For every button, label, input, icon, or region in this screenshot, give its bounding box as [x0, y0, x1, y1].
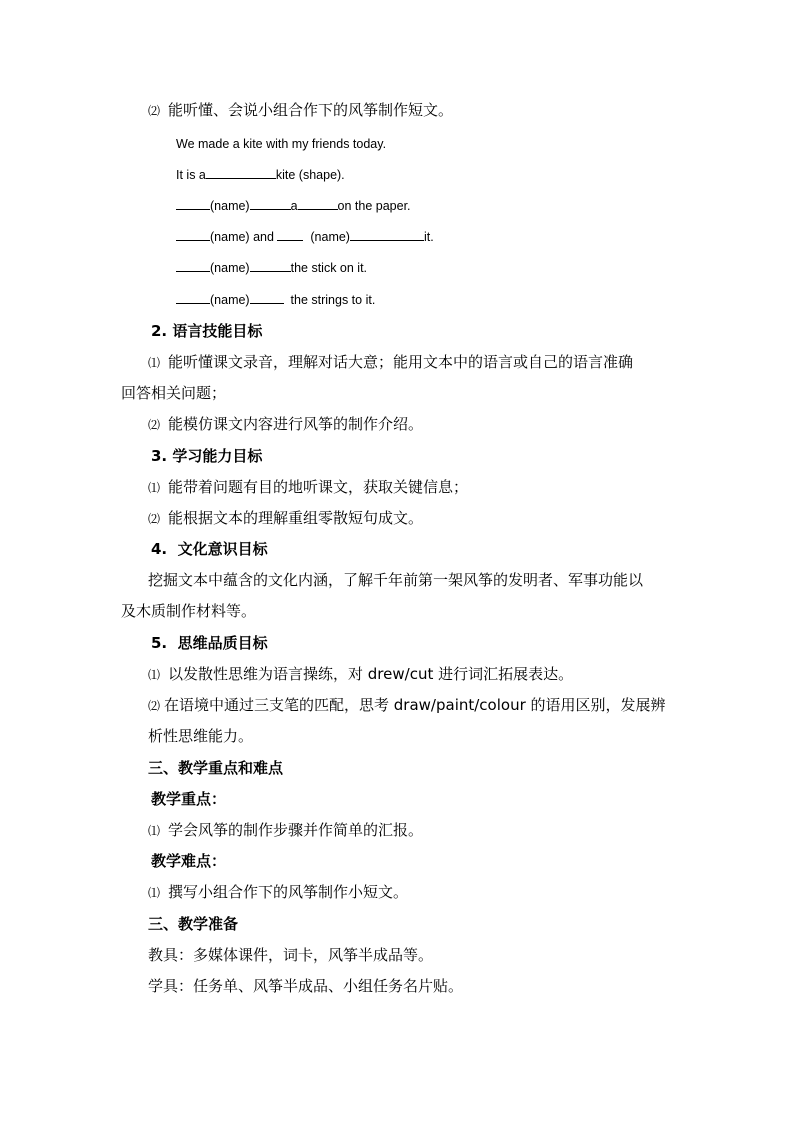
fill-blank	[176, 258, 210, 272]
objective-item	[148, 414, 423, 435]
objective-item	[148, 477, 468, 498]
sample-text: the stick on it.	[290, 261, 368, 275]
objective-item	[148, 508, 423, 529]
objective-item	[148, 664, 573, 685]
fill-blank	[176, 196, 210, 210]
item-text: 能听懂、会说小组合作下的风筝制作短文。	[168, 101, 454, 119]
item-marker: ⑴	[148, 886, 161, 900]
item-marker: ⑵	[148, 418, 161, 432]
heading-number: 5.	[151, 634, 168, 652]
fill-blank	[250, 196, 291, 210]
sample-line-5	[176, 258, 367, 278]
heading-text: 文化意识目标	[177, 540, 268, 558]
sample-text: (name) and	[210, 230, 274, 244]
sample-line-1: We made a kite with my friends today.	[176, 137, 387, 151]
objective-item	[148, 100, 453, 121]
objective-item-continued: 析性思维能力。	[148, 727, 254, 745]
paragraph-line: 及木质制作材料等。	[121, 602, 257, 620]
fill-blank	[206, 165, 276, 179]
item-marker: ⑴	[148, 481, 161, 495]
sample-text: It is a	[176, 168, 206, 182]
sample-text: (name)	[310, 230, 350, 244]
sample-line-2	[176, 165, 345, 185]
objective-item	[148, 820, 423, 841]
chapter-heading: 三、教学准备	[148, 915, 239, 933]
section-heading	[151, 321, 262, 341]
fill-blank	[250, 290, 284, 304]
item-marker: ⑴	[148, 668, 161, 682]
objective-item	[148, 352, 633, 373]
sample-text: (name)	[210, 261, 250, 275]
sample-text: the strings to it.	[290, 293, 376, 307]
chapter-heading: 三、教学重点和难点	[148, 759, 284, 777]
fill-blank	[176, 290, 210, 304]
item-marker: ⑴	[148, 824, 161, 838]
item-text: 能模仿课文内容进行风筝的制作介绍。	[168, 415, 424, 433]
fill-blank	[176, 227, 210, 241]
item-text: 能听懂课文录音，理解对话大意；能用文本中的语言或自己的语言准确	[168, 353, 634, 371]
sample-text: (name)	[210, 293, 250, 307]
item-text: 学会风筝的制作步骤并作简单的汇报。	[168, 821, 424, 839]
paragraph-line: 学具：任务单、风筝半成品、小组任务名片贴。	[148, 977, 464, 995]
fill-blank	[298, 196, 338, 210]
section-heading	[151, 446, 262, 466]
sub-heading: 教学重点：	[151, 790, 227, 808]
item-text: 在语境中通过三支笔的匹配，思考 draw/paint/colour 的语用区别，发展辨	[164, 696, 666, 714]
heading-number: 4.	[151, 540, 168, 558]
item-marker: ⑵	[148, 104, 161, 118]
fill-blank	[277, 227, 303, 241]
item-text: 以发散性思维为语言操练，对 drew/cut 进行词汇拓展表达。	[168, 665, 574, 683]
item-marker: ⑵	[148, 512, 161, 526]
heading-text: 语言技能目标	[172, 322, 263, 340]
paragraph-line: 教具：多媒体课件，词卡，风筝半成品等。	[148, 946, 434, 964]
sample-line-6	[176, 290, 375, 310]
item-text: 能根据文本的理解重组零散短句成文。	[168, 509, 424, 527]
section-heading	[151, 633, 268, 653]
sample-text: it.	[423, 230, 434, 244]
item-text: 撰写小组合作下的风筝制作小短文。	[168, 883, 409, 901]
heading-text: 学习能力目标	[172, 447, 263, 465]
heading-number: 3.	[151, 447, 168, 465]
sample-text: kite (shape).	[275, 168, 345, 182]
section-heading	[151, 539, 268, 559]
paragraph-line: 挖掘文本中蕴含的文化内涵，了解千年前第一架风筝的发明者、军事功能以	[148, 571, 644, 589]
heading-number: 2.	[151, 322, 168, 340]
objective-item	[148, 882, 408, 903]
heading-text: 思维品质目标	[177, 634, 268, 652]
sample-line-4	[176, 227, 434, 247]
sample-text: (name)	[210, 199, 250, 213]
objective-item-continued: 回答相关问题；	[121, 384, 227, 402]
fill-blank	[250, 258, 291, 272]
fill-blank	[350, 227, 424, 241]
sample-text: on the paper.	[337, 199, 411, 213]
sub-heading: 教学难点：	[151, 852, 227, 870]
item-text: 能带着问题有目的地听课文，获取关键信息；	[168, 478, 469, 496]
item-marker: ⑴	[148, 356, 161, 370]
objective-item	[148, 695, 666, 716]
sample-line-3	[176, 196, 411, 216]
item-marker: ⑵	[148, 699, 161, 713]
sample-text: a	[290, 199, 298, 213]
